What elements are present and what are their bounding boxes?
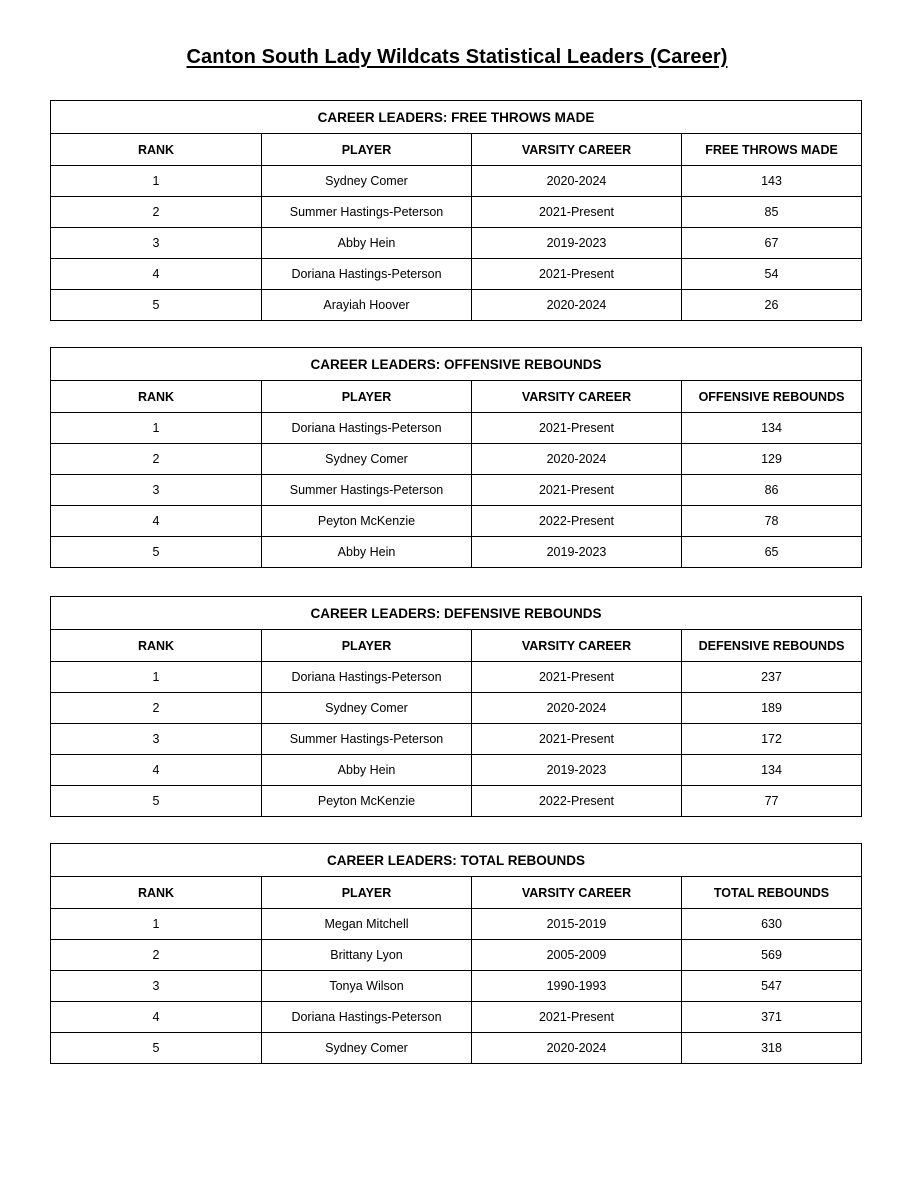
defensive-rebounds-table bbox=[50, 596, 862, 817]
career-cell: 2022-Present bbox=[472, 506, 682, 537]
rank-cell: 4 bbox=[51, 755, 262, 786]
career-cell: 2022-Present bbox=[472, 786, 682, 817]
column-header-varsity-career: VARSITY CAREER bbox=[472, 877, 682, 909]
career-cell: 2019-2023 bbox=[472, 755, 682, 786]
table-title-row bbox=[51, 101, 862, 134]
table-row bbox=[51, 259, 862, 290]
player-cell: Sydney Comer bbox=[262, 1033, 472, 1064]
player-cell: Summer Hastings-Peterson bbox=[262, 197, 472, 228]
stat-cell: 67 bbox=[682, 228, 862, 259]
player-cell: Summer Hastings-Peterson bbox=[262, 724, 472, 755]
column-header-rank: RANK bbox=[51, 134, 262, 166]
stat-cell: 547 bbox=[682, 971, 862, 1002]
stat-cell: 143 bbox=[682, 166, 862, 197]
stat-cell: 371 bbox=[682, 1002, 862, 1033]
career-cell: 2021-Present bbox=[472, 724, 682, 755]
stat-cell: 85 bbox=[682, 197, 862, 228]
player-cell: Summer Hastings-Peterson bbox=[262, 475, 472, 506]
rank-cell: 4 bbox=[51, 1002, 262, 1033]
player-cell: Tonya Wilson bbox=[262, 971, 472, 1002]
table-row bbox=[51, 724, 862, 755]
career-cell: 2020-2024 bbox=[472, 290, 682, 321]
column-header-stat: DEFENSIVE REBOUNDS bbox=[682, 630, 862, 662]
table-row bbox=[51, 1002, 862, 1033]
stat-cell: 129 bbox=[682, 444, 862, 475]
table-title-row bbox=[51, 844, 862, 877]
column-header-varsity-career: VARSITY CAREER bbox=[472, 630, 682, 662]
stat-cell: 134 bbox=[682, 413, 862, 444]
column-header-rank: RANK bbox=[51, 877, 262, 909]
player-cell: Abby Hein bbox=[262, 755, 472, 786]
column-header-player: PLAYER bbox=[262, 134, 472, 166]
table-title: CAREER LEADERS: DEFENSIVE REBOUNDS bbox=[51, 597, 862, 630]
table-row bbox=[51, 693, 862, 724]
career-cell: 2020-2024 bbox=[472, 693, 682, 724]
column-header-rank: RANK bbox=[51, 630, 262, 662]
player-cell: Sydney Comer bbox=[262, 693, 472, 724]
table-row bbox=[51, 506, 862, 537]
rank-cell: 3 bbox=[51, 228, 262, 259]
total-rebounds-table bbox=[50, 843, 862, 1064]
stat-cell: 54 bbox=[682, 259, 862, 290]
table-row bbox=[51, 940, 862, 971]
career-cell: 2021-Present bbox=[472, 197, 682, 228]
rank-cell: 5 bbox=[51, 786, 262, 817]
page-title: Canton South Lady Wildcats Statistical Leaders (Career) bbox=[186, 46, 728, 68]
header-row bbox=[51, 381, 862, 413]
header-row bbox=[51, 134, 862, 166]
rank-cell: 2 bbox=[51, 444, 262, 475]
table-row bbox=[51, 475, 862, 506]
career-cell: 2021-Present bbox=[472, 413, 682, 444]
column-header-stat: OFFENSIVE REBOUNDS bbox=[682, 381, 862, 413]
career-cell: 2021-Present bbox=[472, 259, 682, 290]
column-header-player: PLAYER bbox=[262, 630, 472, 662]
table-row bbox=[51, 662, 862, 693]
table-row bbox=[51, 786, 862, 817]
player-cell: Arayiah Hoover bbox=[262, 290, 472, 321]
table-row bbox=[51, 971, 862, 1002]
column-header-varsity-career: VARSITY CAREER bbox=[472, 134, 682, 166]
player-cell: Doriana Hastings-Peterson bbox=[262, 662, 472, 693]
table-title-row bbox=[51, 348, 862, 381]
table-row bbox=[51, 755, 862, 786]
career-cell: 2005-2009 bbox=[472, 940, 682, 971]
table-title: CAREER LEADERS: FREE THROWS MADE bbox=[51, 101, 862, 134]
rank-cell: 1 bbox=[51, 909, 262, 940]
player-cell: Sydney Comer bbox=[262, 444, 472, 475]
rank-cell: 3 bbox=[51, 475, 262, 506]
stat-cell: 65 bbox=[682, 537, 862, 568]
career-cell: 2020-2024 bbox=[472, 1033, 682, 1064]
player-cell: Sydney Comer bbox=[262, 166, 472, 197]
player-cell: Abby Hein bbox=[262, 537, 472, 568]
table-row bbox=[51, 537, 862, 568]
table-row bbox=[51, 166, 862, 197]
career-cell: 2019-2023 bbox=[472, 228, 682, 259]
player-cell: Doriana Hastings-Peterson bbox=[262, 413, 472, 444]
rank-cell: 1 bbox=[51, 662, 262, 693]
table-row bbox=[51, 228, 862, 259]
rank-cell: 5 bbox=[51, 290, 262, 321]
rank-cell: 3 bbox=[51, 971, 262, 1002]
stat-cell: 569 bbox=[682, 940, 862, 971]
offensive-rebounds-table bbox=[50, 347, 862, 568]
player-cell: Peyton McKenzie bbox=[262, 506, 472, 537]
stat-cell: 318 bbox=[682, 1033, 862, 1064]
player-cell: Abby Hein bbox=[262, 228, 472, 259]
stat-cell: 78 bbox=[682, 506, 862, 537]
player-cell: Brittany Lyon bbox=[262, 940, 472, 971]
career-cell: 2015-2019 bbox=[472, 909, 682, 940]
rank-cell: 2 bbox=[51, 693, 262, 724]
career-cell: 2021-Present bbox=[472, 662, 682, 693]
player-cell: Peyton McKenzie bbox=[262, 786, 472, 817]
free-throws-made-table bbox=[50, 100, 862, 321]
column-header-player: PLAYER bbox=[262, 381, 472, 413]
rank-cell: 1 bbox=[51, 413, 262, 444]
stat-cell: 77 bbox=[682, 786, 862, 817]
rank-cell: 1 bbox=[51, 166, 262, 197]
rank-cell: 2 bbox=[51, 940, 262, 971]
stat-cell: 86 bbox=[682, 475, 862, 506]
table-title-row bbox=[51, 597, 862, 630]
table-title: CAREER LEADERS: OFFENSIVE REBOUNDS bbox=[51, 348, 862, 381]
column-header-stat: TOTAL REBOUNDS bbox=[682, 877, 862, 909]
rank-cell: 4 bbox=[51, 506, 262, 537]
table-row bbox=[51, 197, 862, 228]
stat-cell: 237 bbox=[682, 662, 862, 693]
table-row bbox=[51, 909, 862, 940]
table-row bbox=[51, 290, 862, 321]
column-header-varsity-career: VARSITY CAREER bbox=[472, 381, 682, 413]
header-row bbox=[51, 630, 862, 662]
table-row bbox=[51, 413, 862, 444]
career-cell: 2020-2024 bbox=[472, 166, 682, 197]
table-row bbox=[51, 1033, 862, 1064]
career-cell: 2021-Present bbox=[472, 475, 682, 506]
rank-cell: 5 bbox=[51, 1033, 262, 1064]
column-header-stat: FREE THROWS MADE bbox=[682, 134, 862, 166]
stat-cell: 189 bbox=[682, 693, 862, 724]
stat-cell: 134 bbox=[682, 755, 862, 786]
career-cell: 1990-1993 bbox=[472, 971, 682, 1002]
rank-cell: 3 bbox=[51, 724, 262, 755]
career-cell: 2021-Present bbox=[472, 1002, 682, 1033]
rank-cell: 5 bbox=[51, 537, 262, 568]
career-cell: 2020-2024 bbox=[472, 444, 682, 475]
rank-cell: 4 bbox=[51, 259, 262, 290]
column-header-rank: RANK bbox=[51, 381, 262, 413]
table-title: CAREER LEADERS: TOTAL REBOUNDS bbox=[51, 844, 862, 877]
header-row bbox=[51, 877, 862, 909]
stat-cell: 630 bbox=[682, 909, 862, 940]
player-cell: Doriana Hastings-Peterson bbox=[262, 1002, 472, 1033]
rank-cell: 2 bbox=[51, 197, 262, 228]
career-cell: 2019-2023 bbox=[472, 537, 682, 568]
column-header-player: PLAYER bbox=[262, 877, 472, 909]
table-row bbox=[51, 444, 862, 475]
stat-cell: 26 bbox=[682, 290, 862, 321]
stat-cell: 172 bbox=[682, 724, 862, 755]
player-cell: Doriana Hastings-Peterson bbox=[262, 259, 472, 290]
player-cell: Megan Mitchell bbox=[262, 909, 472, 940]
